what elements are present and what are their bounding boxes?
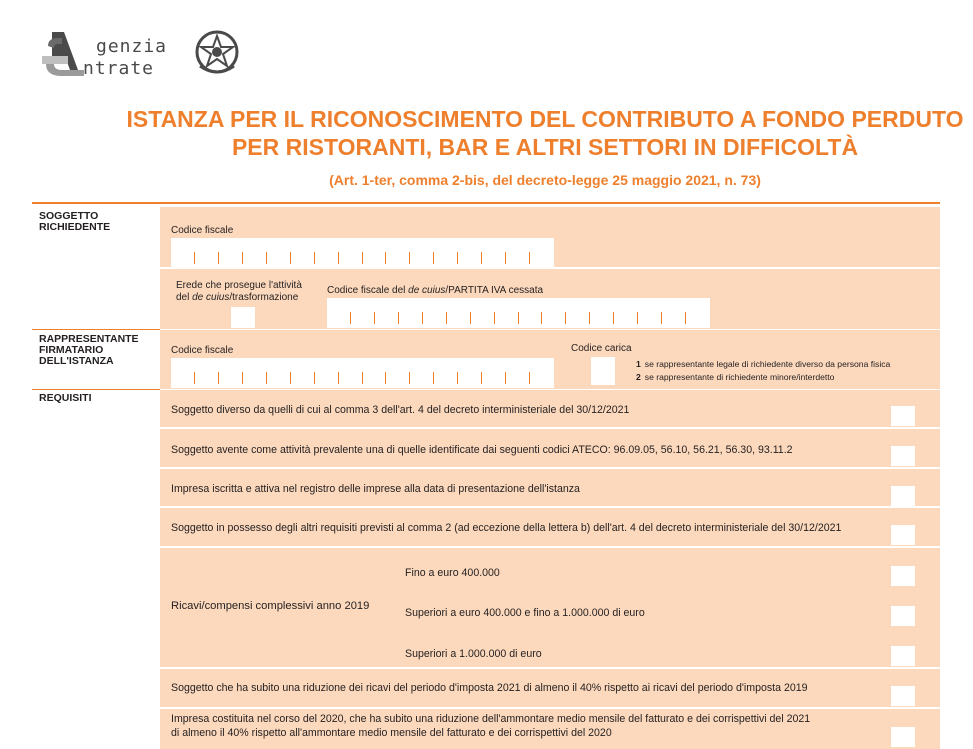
erede-label-line-2: del de cuius/trasformazione xyxy=(176,292,299,303)
codice-fiscale-input[interactable] xyxy=(171,238,554,268)
document-title-line-1: ISTANZA PER IL RICONOSCIMENTO DEL CONTRIBUTO A FONDO PERDUTO xyxy=(126,106,964,132)
impresa-2020-text-line-2: di almeno il 40% rispetto all'ammontare medio mensile del fatturato e dei corrispettivi del 2020 xyxy=(171,727,612,739)
ricavi-option-2-text: Superiori a euro 400.000 e fino a 1.000.000 di euro xyxy=(405,607,645,619)
requisito-3-checkbox[interactable] xyxy=(891,486,915,506)
row-separator xyxy=(160,506,940,508)
ricavi-option-1-text: Fino a euro 400.000 xyxy=(405,567,500,579)
codice-carica-input[interactable] xyxy=(591,357,615,385)
section-label-rappresentante: RAPPRESENTANTE FIRMATARIO DELL'ISTANZA xyxy=(39,333,139,367)
carica-option-2: 2 se rappresentante di richiedente minore/interdetto xyxy=(636,372,835,382)
impresa-2020-checkbox[interactable] xyxy=(891,727,915,747)
codice-fiscale-label: Codice fiscale xyxy=(171,225,234,236)
requisito-1-checkbox[interactable] xyxy=(891,406,915,426)
row-separator xyxy=(160,546,940,548)
ricavi-option-2-checkbox[interactable] xyxy=(891,606,915,626)
section-label-requisiti: REQUISITI xyxy=(39,392,92,404)
rappresentante-codice-fiscale-label: Codice fiscale xyxy=(171,345,234,356)
rappresentante-codice-fiscale-input[interactable] xyxy=(171,358,554,388)
requisito-1-text: Soggetto diverso da quelli di cui al comma 3 dell'art. 4 del decreto interministeriale del 30/12/2021 xyxy=(171,404,630,416)
requisito-3-text: Impresa iscritta e attiva nel registro delle imprese alla data di presentazione dell'istanza xyxy=(171,483,580,495)
cf-decuius-label: Codice fiscale del de cuius/PARTITA IVA cessata xyxy=(327,285,544,296)
form-top-rule xyxy=(32,202,940,204)
ricavi-option-3-checkbox[interactable] xyxy=(891,646,915,666)
erede-checkbox[interactable] xyxy=(231,307,255,328)
row-separator xyxy=(160,467,940,469)
agenzia-entrate-logo xyxy=(38,26,243,84)
carica-option-1: 1 se rappresentante legale di richiedente diverso da persona fisica xyxy=(636,359,891,369)
section-separator xyxy=(32,329,160,330)
document-subtitle: (Art. 1-ter, comma 2-bis, del decreto-legge 25 maggio 2021, n. 73) xyxy=(329,172,761,188)
codice-carica-label: Codice carica xyxy=(571,343,632,354)
agenzia-a-mark-icon xyxy=(38,26,88,78)
riduzione-2021-checkbox[interactable] xyxy=(891,686,915,706)
cf-decuius-input[interactable] xyxy=(327,298,710,328)
ricavi-option-1-checkbox[interactable] xyxy=(891,566,915,586)
ricavi-option-3-text: Superiori a 1.000.000 di euro xyxy=(405,648,542,660)
row-separator xyxy=(160,707,940,709)
requisito-4-checkbox[interactable] xyxy=(891,525,915,545)
row-separator xyxy=(160,427,940,429)
riduzione-2021-text: Soggetto che ha subito una riduzione dei ricavi del periodo d'imposta 2021 di almeno il 40% rispetto ai ricavi del periodo d'imposta 2019 xyxy=(171,682,808,694)
requisito-2-text: Soggetto avente come attività prevalente una di quelle identificate dai seguenti codici ATECO: 96.09.05, 56.10, 56.21, 56.30, 93.11.2 xyxy=(171,444,793,456)
republic-emblem-icon xyxy=(192,26,242,78)
erede-label-line-1: Erede che prosegue l'attività xyxy=(176,280,302,291)
impresa-2020-text-line-1: Impresa costituita nel corso del 2020, che ha subito una riduzione dell'ammontare medio mensile del fatturato e dei corrispettivi del 2021 xyxy=(171,713,811,725)
section-separator xyxy=(32,389,160,390)
document-title-line-2: PER RISTORANTI, BAR E ALTRI SETTORI IN DIFFICOLTÀ xyxy=(231,134,859,160)
section-label-soggetto: SOGGETTO RICHIEDENTE xyxy=(39,210,111,233)
logo-text-agenzia: genzia xyxy=(96,36,168,57)
requisito-4-text: Soggetto in possesso degli altri requisiti previsti al comma 2 (ad eccezione della lettera b) dell'art. 4 del decreto interministeriale del 30/12/2021 xyxy=(171,522,842,534)
ricavi-label: Ricavi/compensi complessivi anno 2019 xyxy=(171,600,370,612)
row-separator xyxy=(160,667,940,669)
logo-text-entrate: ntrate xyxy=(83,58,155,79)
requisito-2-checkbox[interactable] xyxy=(891,446,915,466)
